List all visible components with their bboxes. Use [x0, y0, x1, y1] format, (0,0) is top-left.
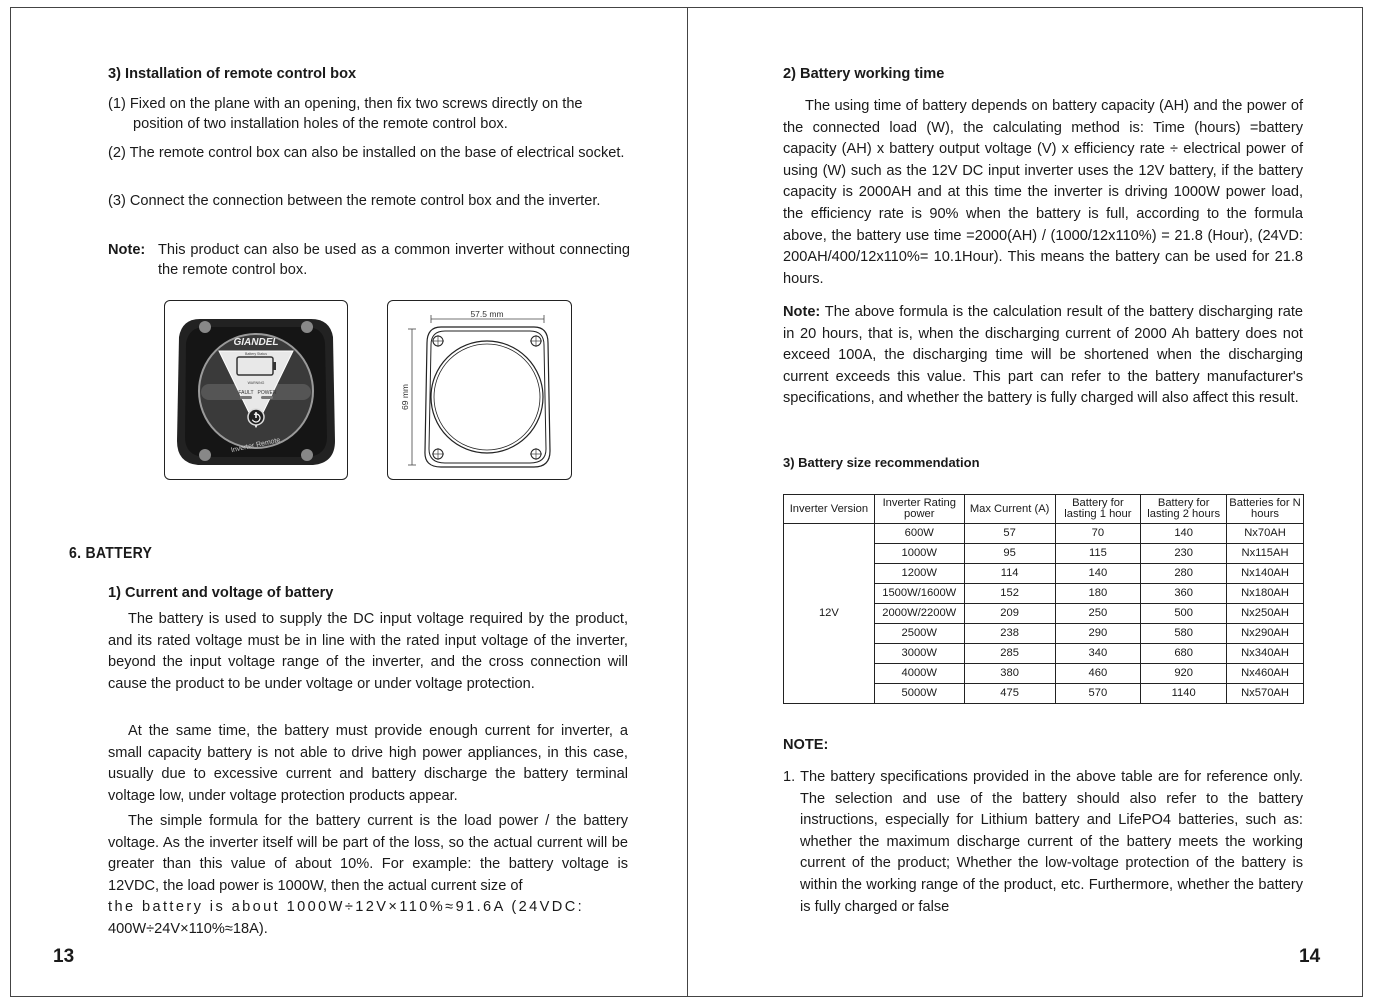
table-cell: 600W — [874, 524, 964, 544]
battery-para-3-main: The simple formula for the battery current is the load power / the battery voltage. As the inverter itself will be part of the loss, so the actual current will be greater than this value of about 10%. For example: the battery voltage is 12VDC, the load power is 1000W, then the actual current size of — [108, 813, 628, 894]
header-cell: Battery for lasting 2 hours — [1141, 495, 1227, 524]
table-cell: 380 — [964, 664, 1055, 684]
header-cell: Max Current (A) — [964, 495, 1055, 524]
inverter-version-cell: 12V — [784, 524, 875, 704]
note-label: Note: — [108, 242, 146, 258]
table-cell: 2000W/2200W — [874, 604, 964, 624]
remote-control-drawing — [165, 301, 346, 478]
table-cell: 140 — [1055, 564, 1141, 584]
width-dimension: 57.5 mm — [470, 309, 504, 319]
table-cell: 570 — [1055, 684, 1141, 704]
mounting-hole-icon — [530, 335, 542, 347]
battery-para-3 — [108, 811, 628, 941]
table-cell: 57 — [964, 524, 1055, 544]
remote-battery-status: Battery Status — [245, 352, 267, 356]
battery-para-1: The battery is used to supply the DC input voltage required by the product, and its rated voltage must be in line with the rated input voltage of the inverter, beyond the input voltage range of the inverter, and the cross connection will cause the product to be under voltage or under voltage protection. — [108, 611, 628, 692]
table-cell: 95 — [964, 544, 1055, 564]
mounting-hole-icon — [432, 335, 444, 347]
header-cell: Batteries for N hours — [1227, 495, 1304, 524]
table-cell: Nx290AH — [1227, 624, 1304, 644]
table-cell: Nx180AH — [1227, 584, 1304, 604]
table-cell: 238 — [964, 624, 1055, 644]
remote-power: POWER — [257, 390, 277, 396]
table-cell: 115 — [1055, 544, 1141, 564]
table-cell: Nx340AH — [1227, 644, 1304, 664]
header-cell: Inverter Version — [784, 495, 875, 524]
table-cell: 360 — [1141, 584, 1227, 604]
table-cell: 460 — [1055, 664, 1141, 684]
remote-control-photo — [164, 300, 348, 480]
table-cell: 280 — [1141, 564, 1227, 584]
battery-para-3-formula: the battery is about 1000W÷12V×110%≈91.6A (24VDC: — [108, 899, 585, 916]
remote-fault: FAULT — [238, 390, 254, 396]
table-cell: 70 — [1055, 524, 1141, 544]
note-text: This product can also be used as a common inverter without connecting the remote control box. — [158, 242, 630, 278]
table-cell: 1200W — [874, 564, 964, 584]
screw-icon — [301, 449, 313, 461]
table-cell: 500 — [1141, 604, 1227, 624]
note2-text: 1. The battery specifications provided in the above table are for reference only. The selection and use of the battery should also refer to the battery instructions, especially for Lithium battery and LifePO4 batteries, such as: whether the maximum discharge current of the battery meets the working current of the product; Whether the low-voltage protection of the battery is within the working range of the product, etc. Furthermore, whether the battery is fully charged or false — [783, 769, 1303, 915]
table-cell: 250 — [1055, 604, 1141, 624]
table-cell: 152 — [964, 584, 1055, 604]
remote-ring-label: Inverter Remote — [230, 436, 281, 455]
header-cell: Battery for lasting 1 hour — [1055, 495, 1141, 524]
working-heading: 2) Battery working time — [783, 66, 945, 82]
right-note — [783, 302, 1303, 410]
table-cell: 140 — [1141, 524, 1227, 544]
install-item-3: (3) Connect the connection between the remote control box and the inverter. — [108, 193, 601, 209]
table-cell: 4000W — [874, 664, 964, 684]
table-cell: 1140 — [1141, 684, 1227, 704]
battery-para-2: At the same time, the battery must provide enough current for inverter, a small capacity battery is not able to drive high power appliances, in this case, usually due to excessive current and battery discharge the battery terminal voltage low, under voltage protection products appear. — [108, 723, 628, 804]
right-note-text: The above formula is the calculation result of the battery discharging rate in 20 hours, that is, when the discharging current of 2000 Ah battery does not exceed 100A, the discharging time will be shortened when the discharging current exceeds this value. This part can refer to the battery manufacturer's specifications, and whether the battery is fully charged will also affect this result. — [783, 304, 1304, 407]
mounting-hole-icon — [432, 448, 444, 460]
table-cell: 1000W — [874, 544, 964, 564]
table-cell: Nx460AH — [1227, 664, 1304, 684]
table-cell: 680 — [1141, 644, 1227, 664]
battery-para-3-end: 400W÷24V×110%≈18A). — [108, 920, 268, 937]
remote-brand: GIANDEL — [233, 337, 279, 348]
mounting-hole-icon — [530, 448, 542, 460]
table-cell: Nx250AH — [1227, 604, 1304, 624]
table-cell: 340 — [1055, 644, 1141, 664]
table-cell: 290 — [1055, 624, 1141, 644]
dimension-diagram — [388, 301, 570, 478]
note2-heading: NOTE: — [783, 737, 829, 753]
table-cell: Nx570AH — [1227, 684, 1304, 704]
table-cell: 285 — [964, 644, 1055, 664]
height-dimension: 69 mm — [400, 384, 410, 410]
table-cell: 2500W — [874, 624, 964, 644]
header-cell: Inverter Rating power — [874, 495, 964, 524]
table-cell: 1500W/1600W — [874, 584, 964, 604]
table-cell: 114 — [964, 564, 1055, 584]
table-cell: 209 — [964, 604, 1055, 624]
table-cell: Nx70AH — [1227, 524, 1304, 544]
battery-size-table — [783, 494, 1304, 704]
table-row — [784, 524, 1304, 544]
install-heading: 3) Installation of remote control box — [108, 66, 357, 82]
section-title: 6. BATTERY — [69, 545, 153, 562]
current-heading: 1) Current and voltage of battery — [108, 585, 334, 601]
install-note — [108, 240, 630, 280]
table-cell: 5000W — [874, 684, 964, 704]
right-note-label: Note: — [783, 304, 821, 320]
table-cell: Nx140AH — [1227, 564, 1304, 584]
screw-icon — [301, 321, 313, 333]
table-header-row — [784, 495, 1304, 524]
table-cell: 475 — [964, 684, 1055, 704]
screw-icon — [199, 449, 211, 461]
working-para: The using time of battery depends on battery capacity (AH) and the power of the connected load (W), the calculating method is: Time (hours) =battery capacity (AH) x battery output voltage (V) x efficiency rate ÷ electrical power of using (W) such as the 12V DC input inverter uses the 12V battery, if the battery capacity is 2000AH and at this time the inverter is driving 1000W power load, the efficiency rate is 90% when the battery is full, according to the formula above, the battery use time =2000(AH) / (1000/12x110%) = 21.8 (Hour), (24VD: 200AH/400/12x110%= 10.1Hour). This means the battery can be used for 21.8 hours. — [783, 98, 1303, 287]
table-cell: 3000W — [874, 644, 964, 664]
install-item-2: (2) The remote control box can also be installed on the base of electrical socket. — [108, 145, 625, 161]
page-number-right: 14 — [1299, 946, 1321, 967]
size-heading: 3) Battery size recommendation — [783, 455, 980, 470]
table-cell: Nx115AH — [1227, 544, 1304, 564]
table-cell: 180 — [1055, 584, 1141, 604]
table-cell: 580 — [1141, 624, 1227, 644]
table-cell: 230 — [1141, 544, 1227, 564]
table-cell: 920 — [1141, 664, 1227, 684]
screw-icon — [199, 321, 211, 333]
dimension-drawing — [387, 300, 572, 480]
page-number-left: 13 — [53, 946, 75, 967]
remote-warning: WARNING — [247, 381, 265, 385]
install-item-1: (1) Fixed on the plane with an opening, then fix two screws directly on the position of two installation holes of the remote control box. — [108, 96, 583, 132]
